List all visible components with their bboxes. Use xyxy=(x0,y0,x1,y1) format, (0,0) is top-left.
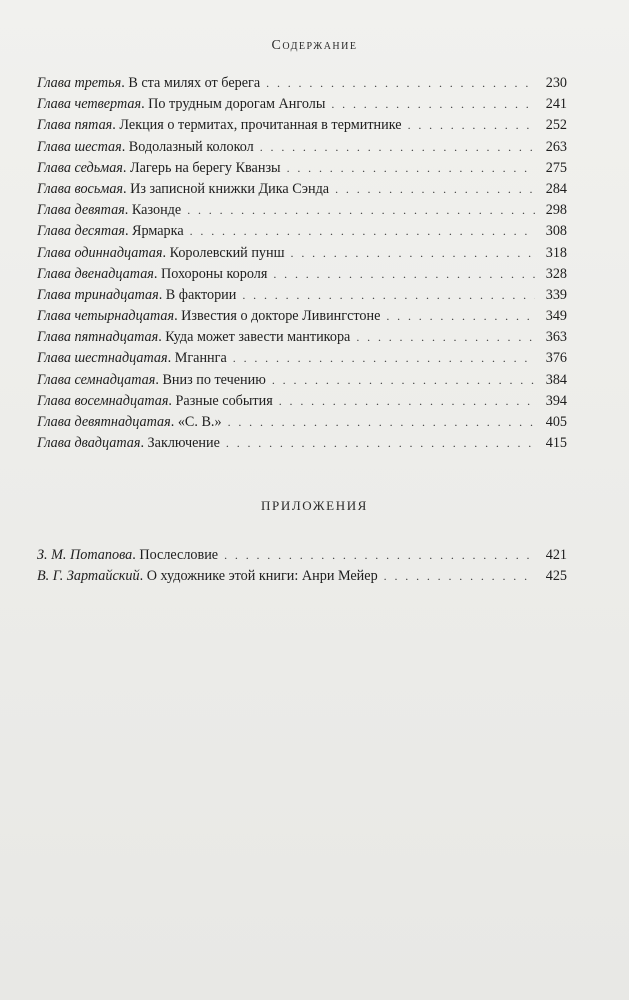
entry-label: З. М. Потапова. Послесловие xyxy=(37,547,219,563)
page-number: 415 xyxy=(545,435,567,452)
entry-label: В. Г. Зартайский. О художнике этой книги: Анри Мейер xyxy=(37,568,378,585)
toc-entry xyxy=(37,137,567,158)
entry-prefix: Глава двадцатая xyxy=(37,435,141,452)
entry-label: Глава двенадцатая. Похороны короля xyxy=(37,265,268,282)
entry-title: В ста милях от берега xyxy=(128,75,261,91)
dot-leader xyxy=(266,73,535,94)
page-number: 263 xyxy=(545,138,567,155)
entry-title: Ярмарка xyxy=(132,223,184,240)
entry-label: Глава четвертая. По трудным дорогам Анголы xyxy=(37,96,326,113)
dot-leader xyxy=(273,264,535,285)
page-number: 252 xyxy=(545,117,567,134)
entry-title: Вниз по течению xyxy=(162,371,266,388)
page-number: 394 xyxy=(545,392,567,409)
toc-entry xyxy=(37,243,567,264)
dot-leader xyxy=(291,243,535,264)
toc-entry xyxy=(37,264,567,285)
toc-entry xyxy=(37,158,567,179)
entry-title: По трудным дорогам Анголы xyxy=(148,96,326,113)
entry-prefix: Глава третья xyxy=(37,75,122,91)
entry-prefix: Глава восьмая xyxy=(37,180,124,197)
page-number: 241 xyxy=(545,96,567,113)
entry-title: О художнике этой книги: Анри Мейер xyxy=(146,568,378,585)
toc-entry xyxy=(37,412,567,433)
entry-label: Глава девятая. Казонде xyxy=(37,202,182,219)
page-number: 425 xyxy=(545,568,567,585)
dot-leader xyxy=(260,137,535,158)
toc-entry xyxy=(37,73,567,94)
entry-label: Глава шестая. Водолазный колокол xyxy=(37,138,254,155)
entry-prefix: Глава шестая xyxy=(37,138,122,155)
entry-title: Казонде xyxy=(131,202,182,219)
dot-leader xyxy=(386,306,535,327)
entry-label: Глава тринадцатая. В фактории xyxy=(37,286,237,303)
entry-title: «С. В.» xyxy=(177,414,222,430)
dot-leader xyxy=(242,285,535,306)
page-number: 363 xyxy=(545,329,567,346)
page-number: 349 xyxy=(545,308,567,325)
page-number: 384 xyxy=(545,371,567,388)
entry-label: Глава четырнадцатая. Известия о докторе Ливингстоне xyxy=(37,308,381,325)
entry-prefix: Глава пятая xyxy=(37,117,113,134)
dot-leader xyxy=(224,545,535,566)
page-number: 230 xyxy=(545,75,567,91)
entry-prefix: Глава десятая xyxy=(37,223,125,240)
toc-entry xyxy=(37,370,567,391)
entry-label: Глава восемнадцатая. Разные события xyxy=(37,392,273,409)
dot-leader xyxy=(228,412,535,433)
appendix-heading: ПРИЛОЖЕНИЯ xyxy=(261,498,368,513)
page-number: 376 xyxy=(545,350,567,367)
toc-entry xyxy=(37,391,567,412)
entry-label: Глава десятая. Ярмарка xyxy=(37,223,184,240)
entry-label: Глава седьмая. Лагерь на берегу Кванзы xyxy=(37,159,281,176)
toc-entry xyxy=(37,200,567,221)
dot-leader xyxy=(233,348,535,369)
toc-entry xyxy=(37,115,567,136)
dot-leader xyxy=(335,179,535,200)
page-number: 339 xyxy=(545,286,567,303)
entry-title: Разные события xyxy=(175,392,273,409)
entry-label: Глава восьмая. Из записной книжки Дика Сэнда xyxy=(37,180,330,197)
entry-title: Мганнга xyxy=(174,350,227,367)
appendix-list xyxy=(37,545,567,587)
entry-prefix: Глава пятнадцатая xyxy=(37,329,159,346)
entry-title: Похороны короля xyxy=(160,265,268,282)
page-number: 284 xyxy=(545,180,567,197)
page-number: 405 xyxy=(545,414,567,430)
dot-leader xyxy=(287,158,535,179)
entry-prefix: З. М. Потапова xyxy=(37,547,133,563)
dot-leader xyxy=(190,221,535,242)
entry-title: Известия о докторе Ливингстоне xyxy=(181,308,381,325)
dot-leader xyxy=(279,391,535,412)
running-head: Содержание xyxy=(271,38,358,53)
dot-leader xyxy=(408,115,535,136)
chapter-list xyxy=(37,73,567,454)
entry-title: Водолазный колокол xyxy=(128,138,254,155)
toc-entry xyxy=(37,327,567,348)
entry-prefix: Глава двенадцатая xyxy=(37,265,154,282)
entry-label: Глава пятая. Лекция о термитах, прочитанная в термитнике xyxy=(37,117,402,134)
entry-title: Лекция о термитах, прочитанная в термитнике xyxy=(119,117,402,134)
entry-title: Королевский пунш xyxy=(169,244,285,261)
toc-entry xyxy=(37,94,567,115)
page-number: 421 xyxy=(545,547,567,563)
entry-label: Глава третья. В ста милях от берега xyxy=(37,75,261,91)
toc-entry xyxy=(37,221,567,242)
toc-entry xyxy=(37,348,567,369)
dot-leader xyxy=(356,327,535,348)
dot-leader xyxy=(187,200,535,221)
dot-leader xyxy=(384,566,535,587)
entry-prefix: Глава седьмая xyxy=(37,159,123,176)
toc-entry xyxy=(37,306,567,327)
entry-label: Глава пятнадцатая. Куда может завести мантикора xyxy=(37,329,351,346)
toc-entry xyxy=(37,433,567,454)
entry-label: Глава двадцатая. Заключение xyxy=(37,435,220,452)
appendix-entry xyxy=(37,566,567,587)
entry-prefix: Глава девятая xyxy=(37,202,125,219)
toc-entry xyxy=(37,179,567,200)
dot-leader xyxy=(226,433,535,454)
entry-prefix: Глава шестнадцатая xyxy=(37,350,168,367)
entry-label: Глава семнадцатая. Вниз по течению xyxy=(37,371,266,388)
entry-prefix: Глава девятнадцатая xyxy=(37,414,171,430)
page-number: 308 xyxy=(545,223,567,240)
toc-entry xyxy=(37,285,567,306)
page-number: 298 xyxy=(545,202,567,219)
entry-prefix: Глава одиннадцатая xyxy=(37,244,163,261)
dot-leader xyxy=(272,370,535,391)
entry-title: Из записной книжки Дика Сэнда xyxy=(130,180,330,197)
dot-leader xyxy=(331,94,535,115)
entry-prefix: В. Г. Зартайский xyxy=(37,568,140,585)
page-number: 275 xyxy=(545,159,567,176)
appendix-entry xyxy=(37,545,567,566)
entry-prefix: Глава семнадцатая xyxy=(37,371,156,388)
entry-title: В фактории xyxy=(165,286,237,303)
entry-title: Заключение xyxy=(147,435,220,452)
entry-prefix: Глава четырнадцатая xyxy=(37,308,175,325)
entry-label: Глава шестнадцатая. Мганнга xyxy=(37,350,227,367)
entry-prefix: Глава четвертая xyxy=(37,96,142,113)
entry-label: Глава одиннадцатая. Королевский пунш xyxy=(37,244,285,261)
entry-title: Лагерь на берегу Кванзы xyxy=(130,159,281,176)
page-number: 328 xyxy=(545,265,567,282)
page-number: 318 xyxy=(545,244,567,261)
entry-label: Глава девятнадцатая. «С. В.» xyxy=(37,414,222,430)
entry-prefix: Глава восемнадцатая xyxy=(37,392,169,409)
entry-title: Куда может завести мантикора xyxy=(165,329,351,346)
entry-prefix: Глава тринадцатая xyxy=(37,286,159,303)
entry-title: Послесловие xyxy=(139,547,219,563)
